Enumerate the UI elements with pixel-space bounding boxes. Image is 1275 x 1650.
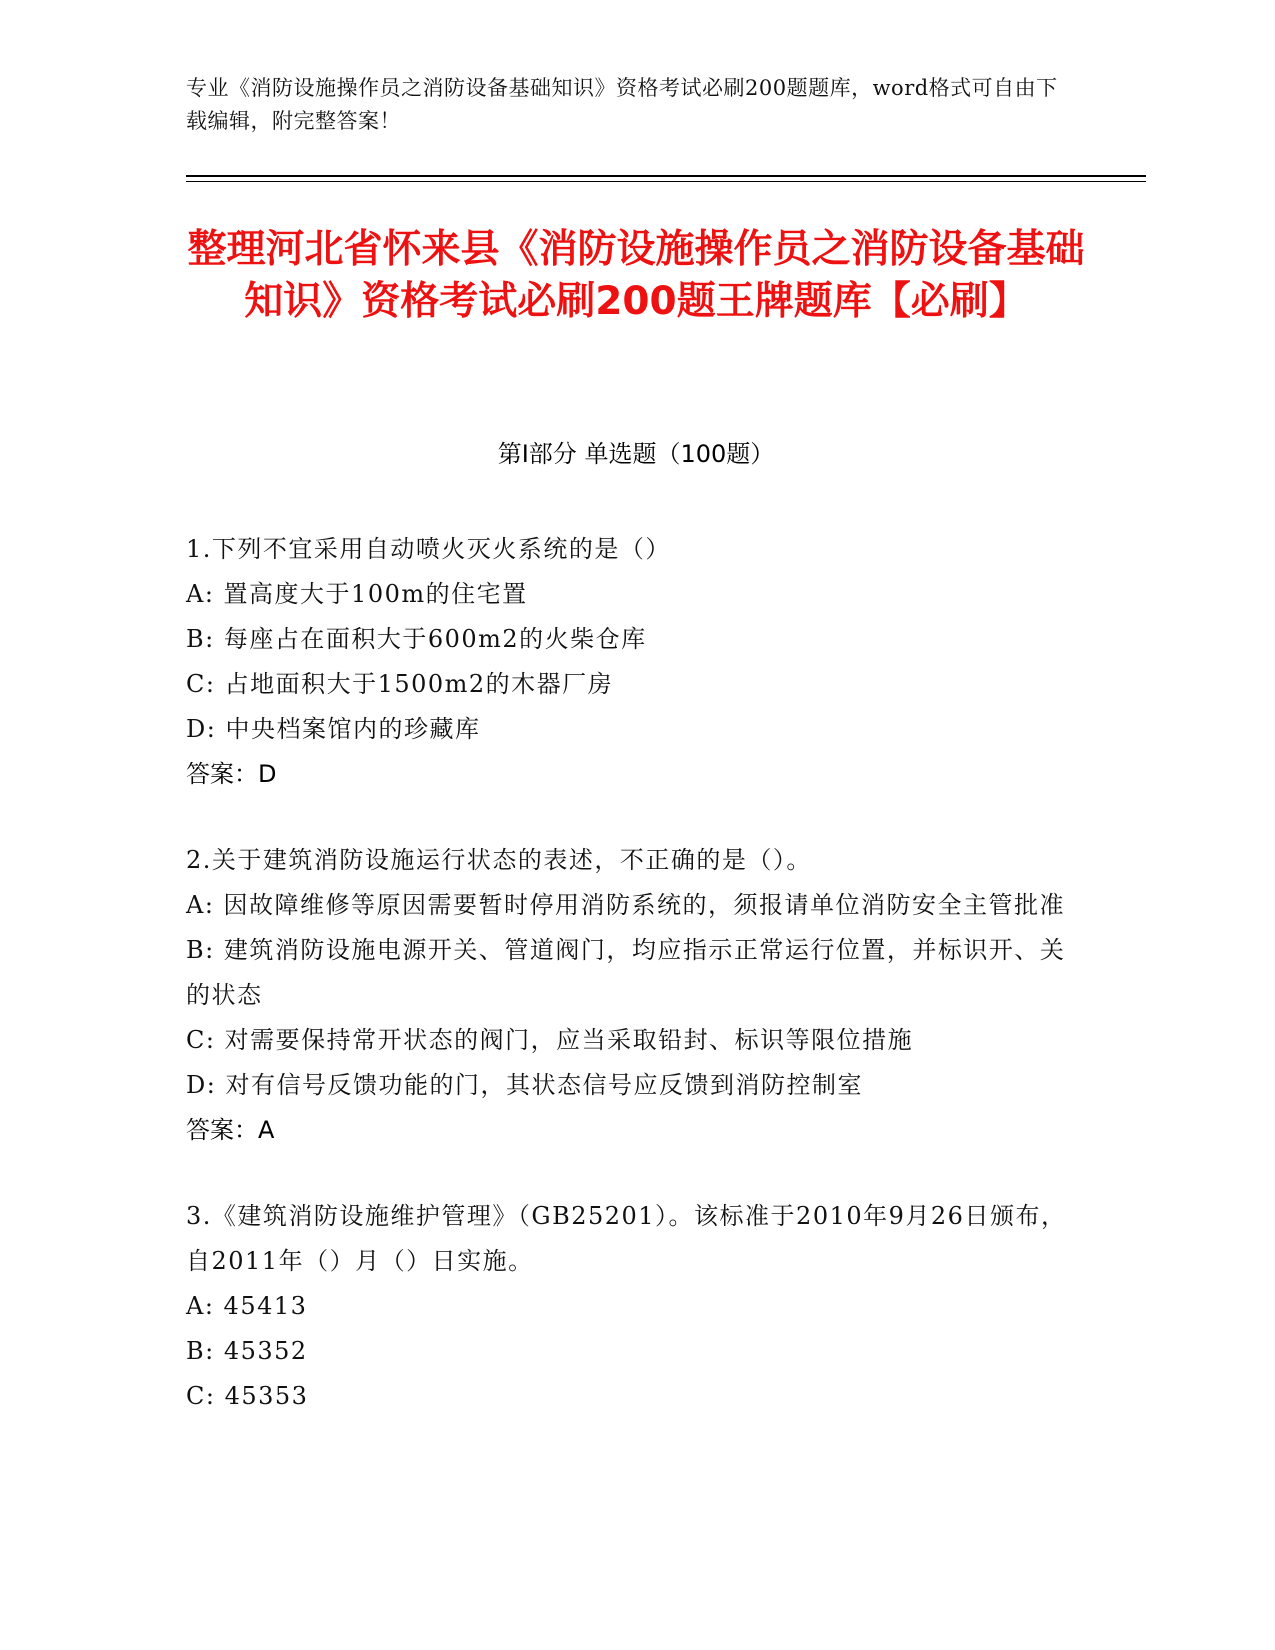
option-b: B: 45352: [186, 1337, 308, 1365]
header-rule-thick: [186, 175, 1146, 177]
document-title: 整理河北省怀来县《消防设施操作员之消防设备基础知识》资格考试必刷200题王牌题库【必刷】: [187, 227, 1085, 324]
option-b: B: 每座占在面积大于600m2的火柴仓库: [186, 625, 647, 653]
option-d: D: 中央档案馆内的珍藏库: [186, 715, 481, 743]
option-c: C: 占地面积大于1500m2的木器厂房: [186, 670, 614, 698]
question-stem: 3.《建筑消防设施维护管理》（GB25201）。该标准于2010年9月26日颁布，自2011年（）月（）日实施。: [186, 1202, 1067, 1275]
header-rule-thin: [186, 181, 1146, 182]
question-3: [186, 1194, 1076, 1419]
answer: 答案：A: [186, 1116, 275, 1144]
question-stem: 1.下列不宜采用自动喷火灭火系统的是（）: [186, 535, 671, 563]
option-b: B: 建筑消防设施电源开关、管道阀门，均应指示正常运行位置，并标识开、关的状态: [186, 936, 1066, 1009]
question-2: [186, 838, 1076, 1153]
option-c: C: 对需要保持常开状态的阀门，应当采取铅封、标识等限位措施: [186, 1026, 914, 1054]
section-title: 第Ⅰ部分 单选题（100题）: [497, 440, 775, 468]
option-a: A: 45413: [186, 1292, 308, 1320]
option-d: D: 对有信号反馈功能的门，其状态信号应反馈到消防控制室: [186, 1071, 863, 1099]
option-a: A: 因故障维修等原因需要暂时停用消防系统的，须报请单位消防安全主管批准: [186, 891, 1066, 919]
option-a: A: 置高度大于100m的住宅置: [186, 580, 528, 608]
option-c: C: 45353: [186, 1382, 309, 1410]
question-1: [186, 527, 1076, 797]
header-note: 专业《消防设施操作员之消防设备基础知识》资格考试必刷200题题库，word格式可自由下载编辑，附完整答案！: [186, 76, 1058, 133]
question-stem: 2.关于建筑消防设施运行状态的表述，不正确的是（）。: [186, 846, 812, 874]
answer: 答案：D: [186, 760, 277, 788]
question-list: [186, 527, 1076, 1460]
